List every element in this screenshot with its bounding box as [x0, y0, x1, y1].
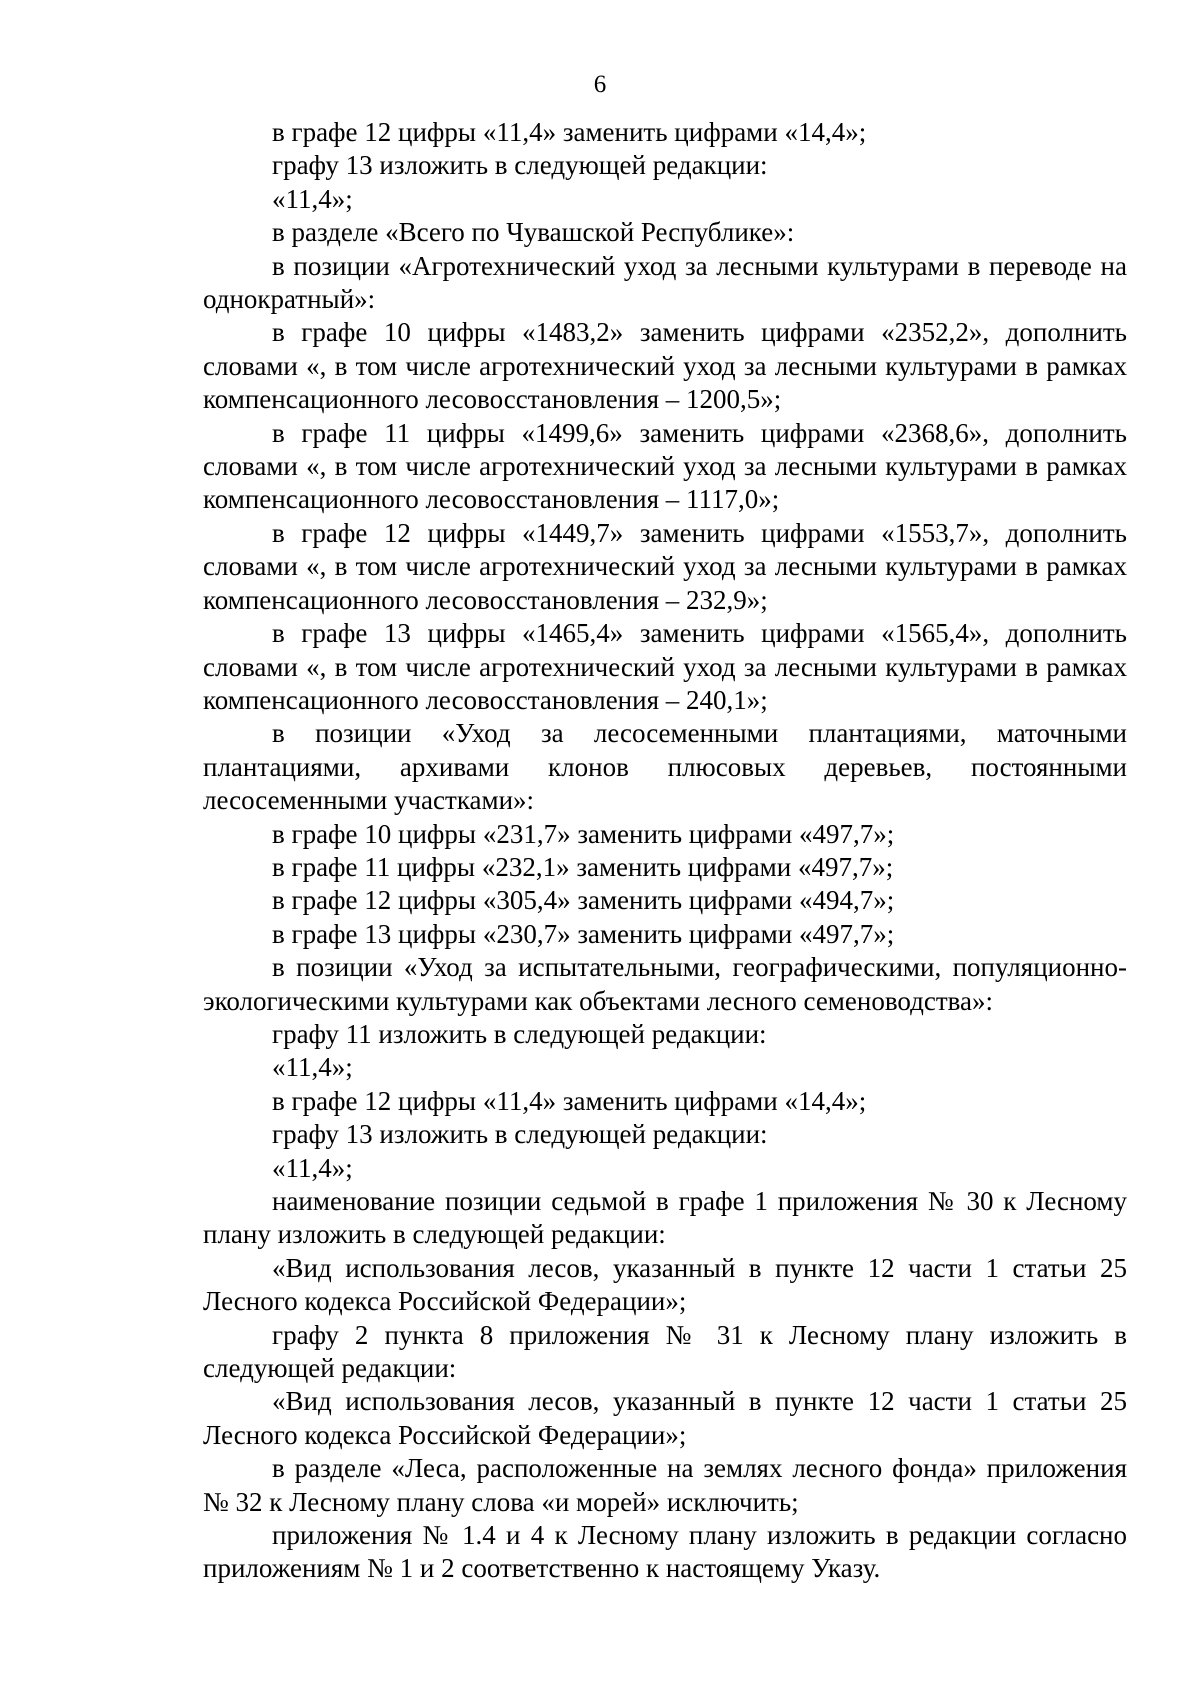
paragraph: «Вид использования лесов, указанный в пункте 12 части 1 статьи 25 Лесного кодекса Российской Федерации»;: [203, 1252, 1127, 1317]
document-body: [203, 116, 1127, 1586]
paragraph: в графе 12 цифры «1449,7» заменить цифрами «1553,7», дополнить словами «, в том числе агротехнический уход за лесными культурами в рамках компенсационного лесовосстановления – 232,9»;: [203, 517, 1127, 615]
paragraph: «11,4»;: [272, 1052, 353, 1083]
paragraph: в графе 13 цифры «1465,4» заменить цифрами «1565,4», дополнить словами «, в том числе агротехнический уход за лесными культурами в рамках компенсационного лесовосстановления – 240,1»;: [203, 618, 1127, 715]
paragraph: в разделе «Леса, расположенные на землях лесного фонда» приложения № 32 к Лесному плану слова «и морей» исключить;: [203, 1453, 1127, 1517]
paragraph: в графе 11 цифры «1499,6» заменить цифрами «2368,6», дополнить словами «, в том числе агротехнический уход за лесными культурами в рамках компенсационного лесовосстановления – 1117,0»;: [203, 417, 1127, 515]
paragraph: в графе 13 цифры «230,7» заменить цифрами «497,7»;: [272, 918, 895, 949]
paragraph: «Вид использования лесов, указанный в пункте 12 части 1 статьи 25 Лесного кодекса Российской Федерации»;: [203, 1386, 1127, 1450]
paragraph: в графе 11 цифры «232,1» заменить цифрами «497,7»;: [272, 851, 894, 882]
paragraph: в графе 12 цифры «11,4» заменить цифрами «14,4»;: [272, 1085, 867, 1116]
paragraph: в разделе «Всего по Чувашской Республике»:: [272, 217, 795, 248]
paragraph: в графе 12 цифры «11,4» заменить цифрами «14,4»;: [272, 117, 867, 147]
paragraph: в графе 10 цифры «231,7» заменить цифрами «497,7»;: [272, 818, 895, 849]
paragraph: графу 11 изложить в следующей редакции:: [272, 1018, 767, 1049]
paragraph: наименование позиции седьмой в графе 1 приложения № 30 к Лесному плану изложить в следующей редакции:: [203, 1186, 1127, 1250]
paragraph: графу 2 пункта 8 приложения № 31 к Лесному плану изложить в следующей редакции:: [203, 1319, 1127, 1384]
paragraph: в позиции «Агротехнический уход за лесными культурами в переводе на однократный»:: [203, 250, 1127, 315]
paragraph: графу 13 изложить в следующей редакции:: [272, 1119, 768, 1150]
paragraph: «11,4»;: [272, 183, 353, 214]
page-number: 6: [593, 71, 607, 98]
paragraph: в позиции «Уход за испытательными, географическими, популяционно-экологическими культурами как объектами лесного семеноводства»:: [203, 952, 1127, 1016]
paragraph: графу 13 изложить в следующей редакции:: [272, 150, 768, 181]
paragraph: в графе 10 цифры «1483,2» заменить цифрами «2352,2», дополнить словами «, в том числе агротехнический уход за лесными культурами в рамках компенсационного лесовосстановления – 1200,5»;: [203, 317, 1127, 415]
paragraph: в позиции «Уход за лесосеменными плантациями, маточными плантациями, архивами клонов плюсовых деревьев, постоянными лесосеменными участками»:: [203, 718, 1127, 816]
paragraph: приложения № 1.4 и 4 к Лесному плану изложить в редакции согласно приложениям № 1 и 2 соответственно к настоящему Указу.: [203, 1520, 1127, 1584]
paragraph: «11,4»;: [272, 1152, 353, 1183]
paragraph: в графе 12 цифры «305,4» заменить цифрами «494,7»;: [272, 885, 895, 916]
